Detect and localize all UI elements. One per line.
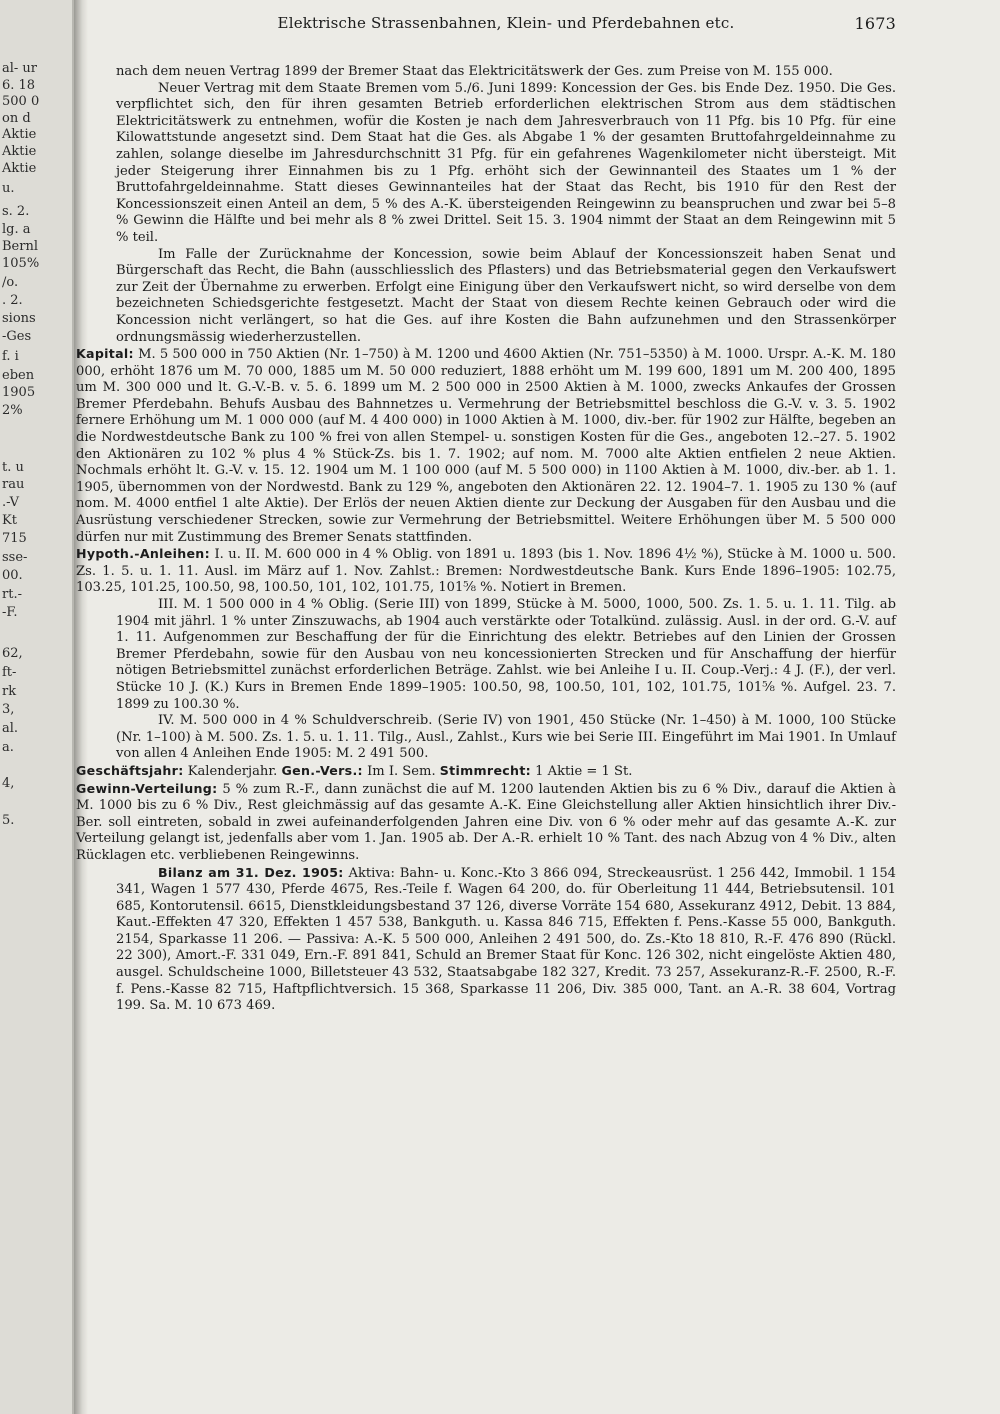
left-fragment: al. [2,721,19,736]
page-gutter [74,0,88,1414]
geschaeftsjahr-label: Geschäftsjahr: [76,762,184,778]
left-fragment: al- ur [2,61,38,76]
left-fragment: lg. a [2,222,31,237]
left-fragment: 6. 18 [2,78,36,93]
running-header [116,14,896,46]
left-fragment: .-V [2,495,19,510]
gen-vers-text: Im I. Sem. [367,763,436,779]
gewinn-text: 5 % zum R.-F., dann zunächst die auf M. 1200 lautenden Aktien bis zu 6 % Div., darauf die Aktien à M. 1000 bis zu 6 % Div., Rest gleichmässig auf das gesamte A.-K. Eine Gleichstellung aller Aktien hinsichtlich ihrer Div.-Ber. soll eintreten, sobald in zwei aufeinanderfolgenden Jahren eine Div. von 6 % oder mehr auf das gesamte A.-K. zur Verteilung gelangt ist, jedenfalls aber vom 1. Jan. 1905 ab. Der A.-R. erhielt 10 % Tant. des nach Abzug von 4 % Div., alten Rücklagen etc. verbliebenen Reingewinns. [76,781,896,863]
running-title: Elektrische Strassenbahnen, Klein- und Pferdebahnen etc. [277,14,735,32]
left-fragment: . 2. [2,293,23,308]
left-fragment: -F. [2,605,18,620]
hypoth-text: I. u. II. M. 600 000 in 4 % Oblig. von 1891 u. 1893 (bis 1. Nov. 1896 4½ %), Stücke à M. 1000 u. 500. Zs. 1. 5. u. 1. 11. Ausl. im März auf 1. Nov. Zahlst.: Bremen: Nordwestdeutsche Bank. Kurs Ende 1896–1905: 102.75, 103.25, 101.25, 100.50, 98, 100.50, 101, 102, 101.75, 101⁵⁄₈ %. Notiert in Bremen. [76,547,896,596]
left-fragment: rau [2,477,25,492]
bilanz-label: Bilanz am 31. Dez. 1905: [158,864,344,880]
left-fragment: 500 0 [2,94,40,109]
left-fragment: eben [2,368,35,383]
stimmrecht-label: Stimmrecht: [439,762,531,778]
left-fragment: sions [2,311,36,326]
book-page [76,14,896,1015]
kapital-label: Kapital: [76,346,134,362]
left-fragment: 715 [2,531,27,546]
left-fragment: a. [2,740,14,755]
gen-vers-label: Gen.-Vers.: [281,762,363,778]
section-gewinn-verteilung [76,781,896,865]
left-fragment: 2% [2,403,23,418]
adjacent-page-strip [0,0,74,1414]
left-fragment: -Ges [2,329,32,344]
page-number: 1673 [854,14,896,33]
left-fragment: rt.- [2,587,22,602]
left-fragment: ft- [2,665,17,680]
left-fragment: 00. [2,568,23,583]
left-fragment: /o. [2,275,19,290]
paragraph-neuer-vertrag: Neuer Vertrag mit dem Staate Bremen vom 5./6. Juni 1899: Koncession der Ges. bis Ende Dez. 1950. Die Ges. verpflichtet sich, den für ihren gesamten Betrieb erforderlichen elektrischen Strom aus dem städtischen Elektricitätswerk zu entnehmen, wofür die Kosten je nach dem Jahresverbrauch von 11 Pfg. bis 10 Pfg. für eine Kilowattstunde angesetzt sind. Dem Staat hat die Ges. als Abgabe 1 % der gesamten Bruttofahrgeldeinnahme zu zahlen, solange dieselbe im Jahresdurchschnitt 31 Pfg. für ein gefahrenes Wagenkilometer nicht übersteigt. Mit jeder Steigerung ihrer Einnahmen bis zu 1 Pfg. erhöht sich der Gewinnanteil des Staates um 1 % der Bruttofahrgeldeinnahme. Statt dieses Gewinnanteiles hat der Staat das Recht, bis 1910 für den Rest der Koncessionszeit einen Anteil an dem, 5 % des A.-K. übersteigenden Reingewinn zu beanspruchen und zwar bei 5–8 % Gewinn die Hälfte und bei mehr als 8 % zwei Drittel. Seit 15. 3. 1904 nimmt der Staat an dem Reingewinn mit 5 % teil. [116,80,896,245]
section-kapital [76,346,896,546]
bilanz-text: Aktiva: Bahn- u. Konc.-Kto 3 866 094, Streckeausrüst. 1 256 442, Immobil. 1 154 341, Wagen 1 577 430, Pferde 4675, Res.-Teile f. Wagen 64 200, do. für Oberleitung 11 444, Betriebsutensil. 101 685, Kontorutensil. 6615, Dienstkleidungsbestand 37 126, diverse Vorräte 154 680, Assekuranz 4912, Debit. 13 884, Kaut.-Effekten 47 320, Effekten 1 457 538, Bankguth. u. Kassa 846 715, Effekten f. Pens.-Kasse 55 000, Bankguth. 2154, Sparkasse 11 206. — Passiva: A.-K. 5 500 000, Anleihen 2 491 500, do. Zs.-Kto 18 810, R.-F. 476 890 (Rückl. 22 300), Amort.-F. 331 049, Ern.-F. 891 841, Schuld an Bremer Staat für Konc. 126 302, nicht eingelöste Aktien 480, ausgel. Schuldscheine 1000, Billetsteuer 43 532, Staatsabgabe 182 327, Kredit. 73 257, Assekuranz-R.-F. 2500, R.-F. f. Pens.-Kasse 82 715, Haftpflichtversich. 15 368, Sparkasse 11 206, Div. 385 000, Tant. an A.-R. 38 604, Vortrag 199. Sa. M. 10 673 469. [116,865,896,1014]
left-fragment: s. 2. [2,204,30,219]
left-fragment: 3, [2,702,15,717]
left-fragment: 4, [2,776,15,791]
left-fragment: 105% [2,256,40,271]
paragraph-anleihe-iii: III. M. 1 500 000 in 4 % Oblig. (Serie III) von 1899, Stücke à M. 5000, 1000, 500. Zs. 1. 5. u. 1. 11. Tilg. ab 1904 mit jährl. 1 % unter Zinszuwachs, ab 1904 auch verstärkte oder Totalkünd. zulässig. Ausl. in der ord. G.-V. auf 1. 11. Aufgenommen zur Beschaffung der für die Einrichtung des elektr. Betriebes auf den Linien der Grossen Bremer Pferdebahn, sowie für den Ausbau von neu koncessionierten Strecken und für Anschaffung der hierfür nötigen Betriebsmittel zunächst erforderlichen Beträge. Zahlst. wie bei Anleihe I u. II. Coup.-Verj.: 4 J. (F.), der verl. Stücke 10 J. (K.) Kurs in Bremen Ende 1899–1905: 100.50, 98, 100.50, 101, 102, 101.75, 101⁵⁄₈ %. Aufgel. 23. 7. 1899 zu 100.30 %. [116,597,896,712]
left-fragment: sse- [2,550,28,565]
gewinn-label: Gewinn-Verteilung: [76,780,218,796]
left-fragment: u. [2,181,15,196]
left-fragment: Aktie [2,161,37,176]
section-hypoth-anleihen [76,546,896,597]
left-fragment: Aktie [2,127,37,142]
left-fragment: Bernl [2,239,38,254]
stimmrecht-text: 1 Aktie = 1 St. [535,763,633,779]
left-fragment: f. i [2,349,19,364]
left-fragment: Kt [2,513,17,528]
paragraph-vertrag-intro: nach dem neuen Vertrag 1899 der Bremer Staat das Elektricitätswerk der Ges. zum Preise von M. 155 000. [116,64,833,79]
left-fragment: 5. [2,813,15,828]
section-bilanz [116,865,896,1015]
left-fragment: rk [2,684,17,699]
kapital-text: M. 5 500 000 in 750 Aktien (Nr. 1–750) à M. 1200 und 4600 Aktien (Nr. 751–5350) à M. 1000. Urspr. A.-K. M. 180 000, erhöht 1876 um M. 70 000, 1885 um M. 50 000 reduziert, 1888 erhöht um M. 199 600, 1891 um M. 200 400, 1895 um M. 300 000 und lt. G.-V.-B. v. 5. 6. 1899 um M. 2 500 000 in 2500 Aktien à M. 1000, zwecks Ankaufes der Grossen Bremer Pferdebahn. Behufs Ausbau des Bahnnetzes u. Vermehrung der Betriebsmittel beschloss die G.-V. v. 3. 5. 1902 fernere Erhöhung um M. 1 000 000 (auf M. 4 400 000) in 1000 Aktien à M. 1000, div.-ber. für 1902 zur Hälfte, begeben an die Nordwestdeutsche Bank zu 100 % frei von allen Stempel- u. sonstigen Kosten für die Ges., angeboten 12.–27. 5. 1902 den Aktionären zu 102 % plus 4 % Stück-Zs. bis 1. 7. 1902; auf nom. M. 7000 alte Aktien entfielen 2 neue Aktien. Nochmals erhöht lt. G.-V. v. 15. 12. 1904 um M. 1 100 000 (auf M. 5 500 000) in 1100 Aktien à M. 1000, div.-ber. ab 1. 1. 1905, übernommen von der Nordwestd. Bank zu 129 %, angeboten den Aktionären 22. 12. 1904–7. 1. 1905 zu 130 % (auf nom. M. 4000 entfiel 1 alte Aktie). Der Erlös der neuen Aktien diente zur Deckung der Ausgaben für den Ausbau und die Ausrüstung verschiedener Strecken, sowie zur Vermehrung der Betriebsmittel. Weitere Erhöhungen über M. 5 500 000 dürfen nur mit Zustimmung des Bremer Senats stattfinden. [76,347,896,545]
paragraph-anleihe-iv: IV. M. 500 000 in 4 % Schuldverschreib. (Serie IV) von 1901, 450 Stücke (Nr. 1–450) à M. 1000, 100 Stücke (Nr. 1–100) à M. 500. Zs. 1. 5. u. 1. 11. Tilg., Ausl., Zahlst., Kurs wie bei Serie III. Eingeführt im Mai 1901. In Umlauf von allen 4 Anleihen Ende 1905: M. 2 491 500. [116,713,896,762]
left-fragment: Aktie [2,144,37,159]
geschaeftsjahr-text: Kalenderjahr. [187,763,278,779]
left-fragment: on d [2,111,31,126]
paragraph-zuruecknahme: Im Falle der Zurücknahme der Koncession, sowie beim Ablauf der Koncessionszeit haben Senat und Bürgerschaft das Recht, die Bahn (ausschliesslich des Pflasters) und das Betriebsmaterial gegen den Verkaufswert zur Zeit der Übernahme zu erwerben. Erfolgt eine Einigung über den Verkaufswert nicht, so wird derselbe von dem bezeichneten Schiedsgerichte festgesetzt. Macht der Staat von diesem Rechte keinen Gebrauch oder wird die Koncession nicht verlängert, so hat die Ges. auf ihre Kosten die Bahn aufzunehmen und den Strassenkörper ordnungsmässig wiederherzustellen. [116,246,896,345]
left-fragment: 1905 [2,385,36,400]
left-fragment: 62, [2,646,23,661]
section-geschaeftsjahr [76,763,896,781]
hypoth-label: Hypoth.-Anleihen: [76,546,210,562]
left-fragment: t. u [2,460,24,475]
